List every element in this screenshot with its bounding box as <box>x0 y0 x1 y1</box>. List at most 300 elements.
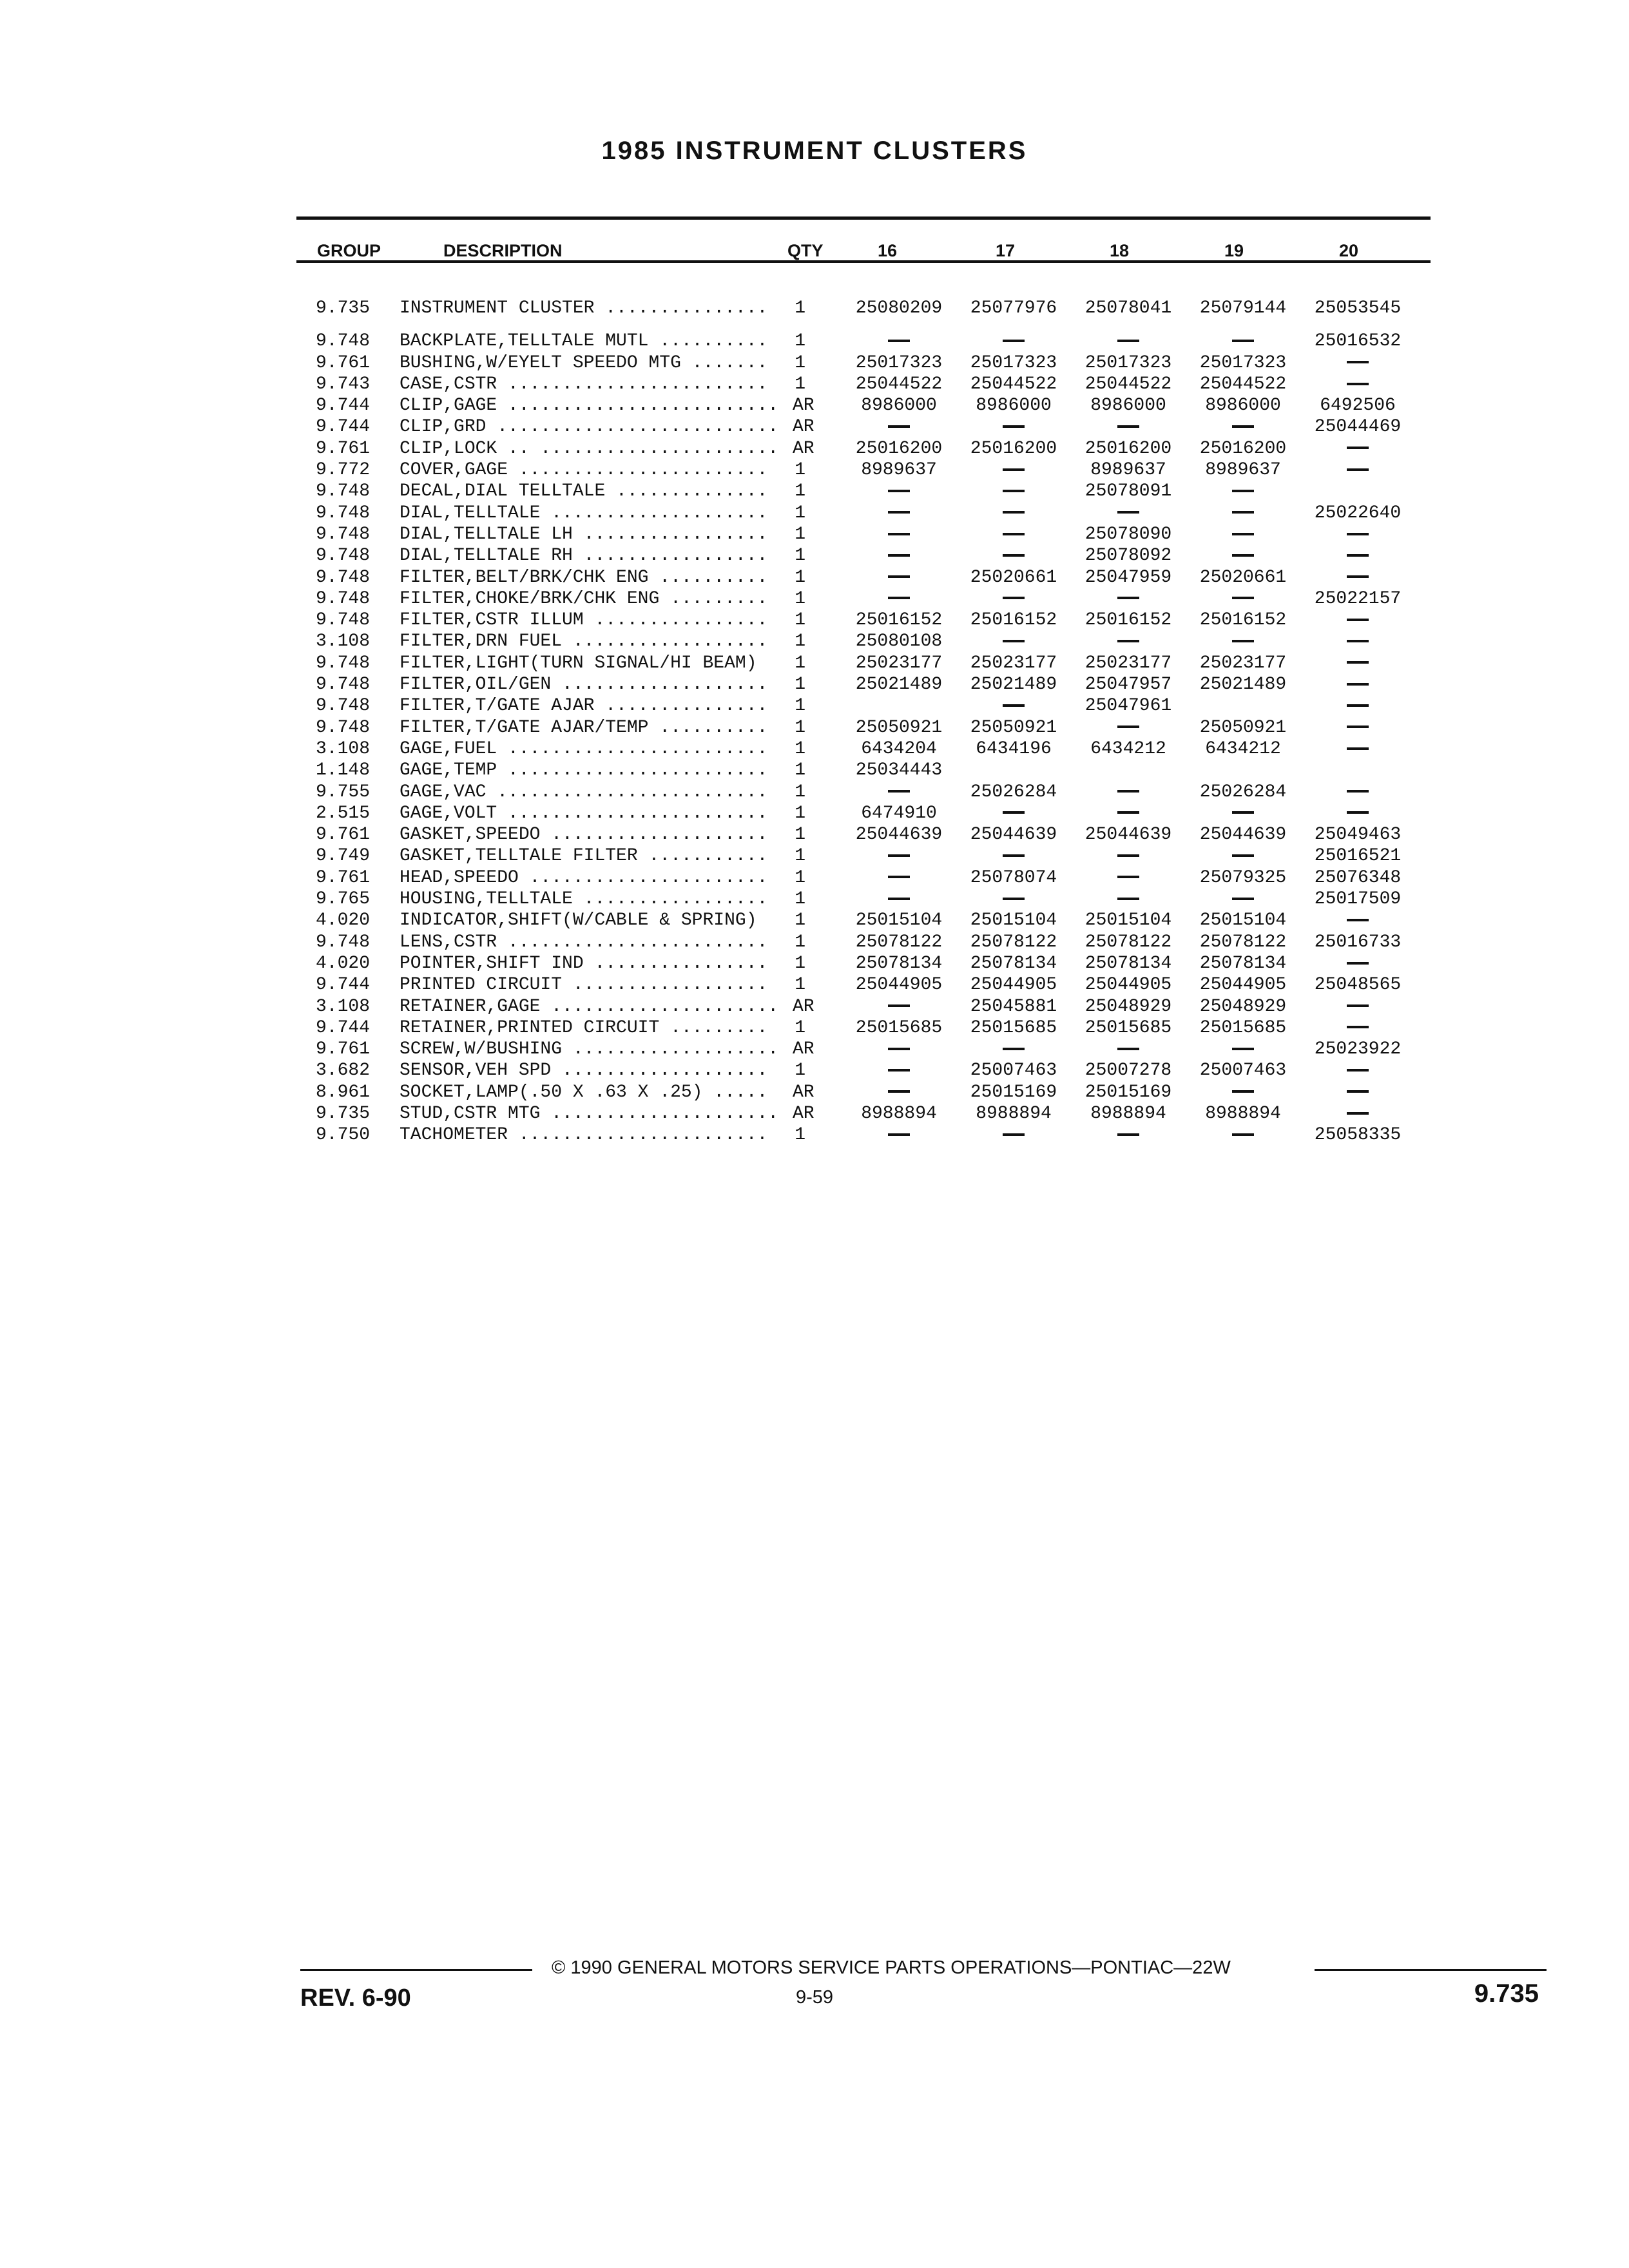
part-17-cell <box>959 524 1068 545</box>
description-cell: GASKET,SPEEDO .................... <box>400 825 768 845</box>
not-applicable-dash <box>1117 726 1139 728</box>
part-18-cell: 25044905 <box>1084 975 1172 995</box>
part-19-cell <box>1188 416 1298 437</box>
part-20-cell: 25048565 <box>1314 975 1402 995</box>
part-19-cell: 25050921 <box>1199 717 1287 738</box>
page-title: 1985 INSTRUMENT CLUSTERS <box>601 137 1028 165</box>
part-19-cell: 8989637 <box>1205 460 1281 481</box>
qty-cell: 1 <box>795 524 805 544</box>
part-18-cell: 25044522 <box>1084 374 1172 394</box>
part-18-cell: 8986000 <box>1090 396 1166 416</box>
header-col-16: 16 <box>878 241 898 260</box>
part-18-cell: 25078041 <box>1084 298 1172 318</box>
table-row <box>316 631 1424 652</box>
qty-cell: 1 <box>795 503 805 523</box>
part-19-cell <box>1188 1039 1298 1060</box>
not-applicable-dash <box>1003 811 1025 814</box>
part-19-cell <box>1188 588 1298 610</box>
not-applicable-dash <box>1347 747 1369 750</box>
qty-cell: AR <box>793 1039 815 1060</box>
table-row <box>316 674 1424 695</box>
part-18-cell <box>1074 803 1183 824</box>
revision-date: REV. 6-90 <box>300 1984 411 2012</box>
description-cell: FILTER,BELT/BRK/CHK ENG .......... <box>400 567 768 588</box>
part-18-cell: 25047959 <box>1084 567 1172 588</box>
group-cell: 3.108 <box>316 631 371 652</box>
part-18-cell: 6434212 <box>1090 738 1166 759</box>
part-17-cell: 25016200 <box>970 438 1057 459</box>
group-cell: 9.748 <box>316 546 371 566</box>
header-col-20: 20 <box>1339 241 1359 260</box>
not-applicable-dash <box>888 876 910 878</box>
qty-cell: 1 <box>795 588 805 609</box>
table-row <box>316 298 1424 319</box>
table-row <box>316 953 1424 974</box>
part-19-cell: 6434212 <box>1205 738 1281 759</box>
header-qty: QTY <box>787 241 824 260</box>
not-applicable-dash <box>1232 597 1254 599</box>
description-cell: SENSOR,VEH SPD ................... <box>400 1061 768 1081</box>
qty-cell: 1 <box>795 846 805 867</box>
not-applicable-dash <box>1003 898 1025 900</box>
not-applicable-dash <box>1003 533 1025 535</box>
not-applicable-dash <box>1347 790 1369 793</box>
qty-cell: 1 <box>795 696 805 716</box>
qty-cell: AR <box>793 1082 815 1102</box>
description-cell: FILTER,CHOKE/BRK/CHK ENG ......... <box>400 588 768 609</box>
not-applicable-dash <box>1347 962 1369 965</box>
part-16-cell: 25078122 <box>855 932 943 952</box>
qty-cell: 1 <box>795 910 805 931</box>
part-18-cell: 25078090 <box>1084 524 1172 544</box>
not-applicable-dash <box>888 340 910 342</box>
description-cell: POINTER,SHIFT IND ................ <box>400 953 768 974</box>
table-row <box>316 653 1424 674</box>
part-20-cell: 25058335 <box>1314 1125 1402 1146</box>
table-row <box>316 845 1424 867</box>
description-cell: DIAL,TELLTALE .................... <box>400 503 768 523</box>
qty-cell: 1 <box>795 717 805 738</box>
part-20-cell <box>1303 674 1412 695</box>
part-16-cell: 25034443 <box>855 760 943 781</box>
description-cell: BACKPLATE,TELLTALE MUTL .......... <box>400 331 768 352</box>
group-cell: 9.748 <box>316 653 371 673</box>
part-19-cell <box>1188 524 1298 545</box>
header-col-19: 19 <box>1224 241 1244 260</box>
part-16-cell: 25015685 <box>855 1017 943 1038</box>
group-cell: 2.515 <box>316 803 371 823</box>
group-cell: 9.750 <box>316 1125 371 1146</box>
group-cell: 9.744 <box>316 417 371 437</box>
part-20-cell <box>1303 374 1412 395</box>
section-number: 9.735 <box>1474 1979 1539 2008</box>
description-cell: SCREW,W/BUSHING ................... <box>400 1039 779 1060</box>
part-20-cell <box>1303 695 1412 716</box>
part-19-cell: 8988894 <box>1205 1103 1281 1124</box>
not-applicable-dash <box>1117 1048 1139 1050</box>
part-18-cell: 25016200 <box>1084 438 1172 459</box>
description-cell: RETAINER,PRINTED CIRCUIT ......... <box>400 1017 768 1038</box>
part-19-cell: 25044905 <box>1199 975 1287 995</box>
qty-cell: 1 <box>795 567 805 588</box>
not-applicable-dash <box>1232 554 1254 557</box>
not-applicable-dash <box>1117 811 1139 814</box>
not-applicable-dash <box>1347 361 1369 363</box>
not-applicable-dash <box>888 511 910 514</box>
table-row <box>316 932 1424 953</box>
qty-cell: 1 <box>795 782 805 802</box>
group-cell: 9.743 <box>316 374 371 394</box>
part-17-cell: 25015685 <box>970 1017 1057 1038</box>
part-19-cell: 25044639 <box>1199 825 1287 845</box>
table-row <box>316 889 1424 910</box>
part-17-cell: 25015169 <box>970 1082 1057 1102</box>
description-cell: GAGE,FUEL ........................ <box>400 738 768 759</box>
part-16-cell: 25016200 <box>855 438 943 459</box>
not-applicable-dash <box>1347 661 1369 664</box>
group-cell: 9.755 <box>316 782 371 802</box>
part-19-cell <box>1188 545 1298 566</box>
not-applicable-dash <box>1347 447 1369 449</box>
footer-rule-right <box>1315 1969 1547 1971</box>
part-19-cell: 25048929 <box>1199 996 1287 1017</box>
part-18-cell: 25015104 <box>1084 910 1172 931</box>
part-16-cell <box>844 1060 954 1081</box>
header-group: GROUP <box>317 241 381 260</box>
part-19-cell: 25007463 <box>1199 1061 1287 1081</box>
group-cell: 3.108 <box>316 996 371 1017</box>
part-19-cell: 25015104 <box>1199 910 1287 931</box>
not-applicable-dash <box>1347 554 1369 557</box>
part-20-cell <box>1303 1103 1412 1124</box>
part-20-cell <box>1303 953 1412 974</box>
part-16-cell <box>844 845 954 867</box>
description-cell: FILTER,T/GATE AJAR ............... <box>400 696 768 716</box>
description-cell: LENS,CSTR ........................ <box>400 932 768 952</box>
description-cell: INSTRUMENT CLUSTER ............... <box>400 298 768 318</box>
table-row <box>316 695 1424 716</box>
not-applicable-dash <box>1232 640 1254 642</box>
description-cell: HOUSING,TELLTALE ................. <box>400 889 768 910</box>
part-20-cell <box>1303 717 1412 738</box>
part-17-cell: 25078134 <box>970 953 1057 974</box>
part-18-cell: 8989637 <box>1090 460 1166 481</box>
group-cell: 9.735 <box>316 1103 371 1124</box>
part-19-cell: 25079325 <box>1199 867 1287 888</box>
part-17-cell <box>959 331 1068 352</box>
group-cell: 9.765 <box>316 889 371 910</box>
part-20-cell <box>1303 803 1412 824</box>
description-cell: BUSHING,W/EYELT SPEEDO MTG ....... <box>400 352 768 373</box>
part-17-cell <box>959 588 1068 610</box>
not-applicable-dash <box>1117 640 1139 642</box>
qty-cell: 1 <box>795 760 805 781</box>
not-applicable-dash <box>1117 425 1139 428</box>
not-applicable-dash <box>888 490 910 492</box>
part-20-cell <box>1303 524 1412 545</box>
part-18-cell <box>1074 416 1183 437</box>
not-applicable-dash <box>1232 1090 1254 1093</box>
part-19-cell: 25015685 <box>1199 1017 1287 1038</box>
part-17-cell: 25015104 <box>970 910 1057 931</box>
part-17-cell <box>959 845 1068 867</box>
not-applicable-dash <box>1347 1112 1369 1115</box>
not-applicable-dash <box>1003 340 1025 342</box>
group-cell: 9.761 <box>316 438 371 459</box>
not-applicable-dash <box>1232 898 1254 900</box>
table-row <box>316 782 1424 803</box>
part-19-cell <box>1188 481 1298 502</box>
part-20-cell <box>1303 438 1412 459</box>
part-18-cell: 25015169 <box>1084 1082 1172 1102</box>
part-18-cell: 25078092 <box>1084 546 1172 566</box>
not-applicable-dash <box>1003 511 1025 514</box>
part-17-cell <box>959 545 1068 566</box>
description-cell: DIAL,TELLTALE RH ................. <box>400 546 768 566</box>
part-18-cell <box>1074 867 1183 889</box>
part-20-cell: 25053545 <box>1314 298 1402 318</box>
table-row <box>316 1060 1424 1081</box>
part-18-cell: 25023177 <box>1084 653 1172 673</box>
group-cell: 4.020 <box>316 910 371 931</box>
table-row <box>316 610 1424 631</box>
group-cell: 9.761 <box>316 825 371 845</box>
copyright-notice: © 1990 GENERAL MOTORS SERVICE PARTS OPERATIONS—PONTIAC—22W <box>552 1957 1231 1978</box>
group-cell: 9.748 <box>316 331 371 352</box>
part-16-cell <box>844 416 954 437</box>
group-cell: 9.748 <box>316 717 371 738</box>
part-18-cell <box>1074 631 1183 652</box>
part-16-cell <box>844 782 954 803</box>
not-applicable-dash <box>1003 854 1025 857</box>
part-16-cell: 25044522 <box>855 374 943 394</box>
part-20-cell <box>1303 459 1412 481</box>
part-18-cell <box>1074 588 1183 610</box>
qty-cell: AR <box>793 996 815 1017</box>
part-18-cell: 25017323 <box>1084 352 1172 373</box>
qty-cell: 1 <box>795 889 805 910</box>
part-20-cell: 25023922 <box>1314 1039 1402 1060</box>
part-16-cell <box>844 545 954 566</box>
table-row <box>316 416 1424 437</box>
description-cell: PRINTED CIRCUIT .................. <box>400 975 768 995</box>
not-applicable-dash <box>1347 640 1369 642</box>
part-20-cell: 25044469 <box>1314 417 1402 437</box>
part-19-cell <box>1188 845 1298 867</box>
part-19-cell: 25020661 <box>1199 567 1287 588</box>
description-cell: DIAL,TELLTALE LH ................. <box>400 524 768 544</box>
group-cell: 9.748 <box>316 696 371 716</box>
description-cell: GASKET,TELLTALE FILTER ........... <box>400 846 768 867</box>
header-description: DESCRIPTION <box>443 241 563 260</box>
table-row <box>316 524 1424 545</box>
part-20-cell <box>1303 910 1412 931</box>
part-17-cell: 8986000 <box>976 396 1052 416</box>
part-16-cell: 25023177 <box>855 653 943 673</box>
part-16-cell: 25044905 <box>855 975 943 995</box>
part-20-cell: 25022640 <box>1314 503 1402 523</box>
table-row <box>316 459 1424 481</box>
qty-cell: 1 <box>795 932 805 952</box>
qty-cell: AR <box>793 417 815 437</box>
part-20-cell <box>1303 631 1412 652</box>
part-20-cell <box>1303 352 1412 374</box>
group-cell: 9.748 <box>316 675 371 695</box>
qty-cell: AR <box>793 438 815 459</box>
header-col-17: 17 <box>996 241 1016 260</box>
table-row <box>316 438 1424 459</box>
part-18-cell <box>1074 717 1183 738</box>
page-number: 9-59 <box>795 1987 834 2008</box>
part-19-cell: 8986000 <box>1205 396 1281 416</box>
not-applicable-dash <box>888 575 910 578</box>
qty-cell: 1 <box>795 481 805 502</box>
part-20-cell: 25017509 <box>1314 889 1402 910</box>
not-applicable-dash <box>1117 597 1139 599</box>
part-19-cell: 25016152 <box>1199 610 1287 631</box>
qty-cell: 1 <box>795 738 805 759</box>
part-17-cell <box>959 803 1068 824</box>
part-18-cell: 25044639 <box>1084 825 1172 845</box>
table-row <box>316 1017 1424 1039</box>
not-applicable-dash <box>1232 854 1254 857</box>
part-16-cell <box>844 524 954 545</box>
part-17-cell <box>959 416 1068 437</box>
qty-cell: 1 <box>795 1061 805 1081</box>
table-row <box>316 374 1424 395</box>
group-cell: 9.735 <box>316 298 371 318</box>
part-18-cell: 25047961 <box>1084 696 1172 716</box>
not-applicable-dash <box>888 533 910 535</box>
part-17-cell <box>959 695 1068 716</box>
not-applicable-dash <box>1003 1133 1025 1136</box>
not-applicable-dash <box>888 425 910 428</box>
group-cell: 1.148 <box>316 760 371 781</box>
part-17-cell: 6434196 <box>976 738 1052 759</box>
part-19-cell <box>1188 331 1298 352</box>
part-16-cell <box>844 867 954 889</box>
part-16-cell: 25078134 <box>855 953 943 974</box>
part-17-cell: 8988894 <box>976 1103 1052 1124</box>
part-16-cell: 25017323 <box>855 352 943 373</box>
part-17-cell: 25021489 <box>970 675 1057 695</box>
table-row <box>316 481 1424 502</box>
not-applicable-dash <box>1232 1048 1254 1050</box>
part-19-cell <box>1188 631 1298 652</box>
part-17-cell: 25026284 <box>970 782 1057 802</box>
table-row <box>316 1124 1424 1146</box>
not-applicable-dash <box>1117 790 1139 793</box>
part-20-cell <box>1303 782 1412 803</box>
qty-cell: 1 <box>795 331 805 352</box>
part-16-cell <box>844 567 954 588</box>
description-cell: SOCKET,LAMP(.50 X .63 X .25) ..... <box>400 1082 768 1102</box>
not-applicable-dash <box>1117 854 1139 857</box>
part-18-cell: 25016152 <box>1084 610 1172 631</box>
part-20-cell <box>1303 653 1412 674</box>
qty-cell: 1 <box>795 675 805 695</box>
part-16-cell <box>844 1039 954 1060</box>
header-col-18: 18 <box>1110 241 1130 260</box>
part-19-cell: 25021489 <box>1199 675 1287 695</box>
part-16-cell <box>844 503 954 524</box>
group-cell: 4.020 <box>316 953 371 974</box>
part-16-cell <box>844 331 954 352</box>
group-cell: 9.744 <box>316 396 371 416</box>
not-applicable-dash <box>1347 1090 1369 1093</box>
description-cell: FILTER,T/GATE AJAR/TEMP .......... <box>400 717 768 738</box>
description-cell: TACHOMETER ....................... <box>400 1125 768 1146</box>
part-16-cell <box>844 588 954 610</box>
part-20-cell <box>1303 1017 1412 1039</box>
part-17-cell <box>959 1039 1068 1060</box>
part-16-cell: 25016152 <box>855 610 943 631</box>
part-17-cell <box>959 1124 1068 1146</box>
not-applicable-dash <box>1003 468 1025 471</box>
part-16-cell <box>844 1082 954 1103</box>
qty-cell: AR <box>793 1103 815 1124</box>
not-applicable-dash <box>888 854 910 857</box>
description-cell: STUD,CSTR MTG ..................... <box>400 1103 779 1124</box>
part-19-cell <box>1188 803 1298 824</box>
part-19-cell: 25016200 <box>1199 438 1287 459</box>
part-20-cell: 25016521 <box>1314 846 1402 867</box>
qty-cell: 1 <box>795 298 805 318</box>
not-applicable-dash <box>1117 876 1139 878</box>
table-row <box>316 996 1424 1017</box>
qty-cell: 1 <box>795 953 805 974</box>
part-19-cell <box>1188 889 1298 910</box>
not-applicable-dash <box>1232 811 1254 814</box>
not-applicable-dash <box>1347 533 1369 535</box>
part-20-cell <box>1303 567 1412 588</box>
part-16-cell: 25080108 <box>855 631 943 652</box>
not-applicable-dash <box>1117 1133 1139 1136</box>
part-20-cell: 25016733 <box>1314 932 1402 952</box>
part-17-cell: 25044905 <box>970 975 1057 995</box>
part-18-cell <box>1074 503 1183 524</box>
qty-cell: 1 <box>795 460 805 481</box>
table-row <box>316 910 1424 931</box>
description-cell: GAGE,VAC ......................... <box>400 782 768 802</box>
not-applicable-dash <box>1232 425 1254 428</box>
not-applicable-dash <box>1003 425 1025 428</box>
table-row <box>316 1103 1424 1124</box>
part-17-cell: 25044522 <box>970 374 1057 394</box>
description-cell: FILTER,OIL/GEN ................... <box>400 675 768 695</box>
part-17-cell: 25078122 <box>970 932 1057 952</box>
part-17-cell: 25077976 <box>970 298 1057 318</box>
not-applicable-dash <box>1347 919 1369 921</box>
part-16-cell <box>844 996 954 1017</box>
table-row <box>316 503 1424 524</box>
description-cell: GAGE,VOLT ........................ <box>400 803 768 823</box>
not-applicable-dash <box>1232 533 1254 535</box>
table-top-rule <box>296 216 1431 220</box>
part-16-cell: 25080209 <box>855 298 943 318</box>
part-17-cell <box>959 481 1068 502</box>
part-16-cell: 25015104 <box>855 910 943 931</box>
not-applicable-dash <box>888 1133 910 1136</box>
description-cell: FILTER,CSTR ILLUM ................ <box>400 610 768 631</box>
qty-cell: 1 <box>795 803 805 823</box>
group-cell: 9.748 <box>316 503 371 523</box>
description-cell: INDICATOR,SHIFT(W/CABLE & SPRING) <box>400 910 757 931</box>
part-18-cell: 25048929 <box>1084 996 1172 1017</box>
qty-cell: 1 <box>795 1017 805 1038</box>
part-19-cell: 25017323 <box>1199 352 1287 373</box>
description-cell: RETAINER,GAGE ..................... <box>400 996 779 1017</box>
